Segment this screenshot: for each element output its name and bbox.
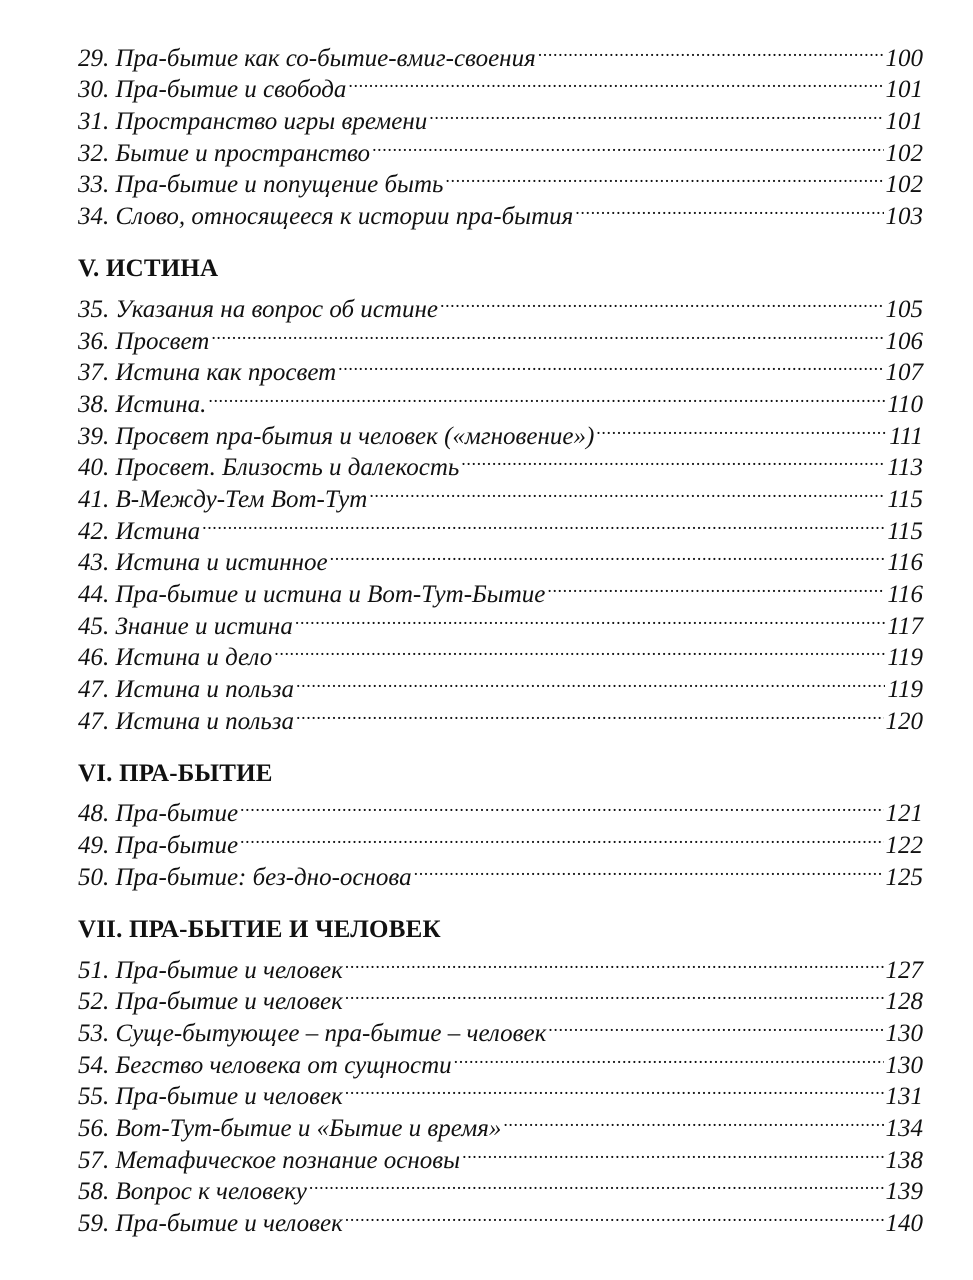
dot-leader [369,475,885,507]
toc-entry-title: 44. Пра-бытие и истина и Вот-Тут-Бытие [78,581,546,608]
toc-entry-page-number: 128 [885,988,923,1016]
toc-entry-title: 34. Слово, относящееся к истории пра-бытия [78,203,574,231]
section-heading: VI. ПРА-БЫТИЕ [78,759,273,787]
dot-leader [372,129,883,161]
dot-leader [445,161,883,193]
toc-entry-title: 49. Пра-бытие [78,832,239,860]
toc-entry-title: 32. Бытие и пространство [78,139,371,167]
toc-entry-page-number: 100 [885,44,923,72]
dot-leader [295,602,886,634]
toc-entry-title: 53. Суще-бытующее – пра-бытие – человек [78,1019,547,1047]
toc-entry-title: 59. Пра-бытие и человек [78,1210,343,1237]
section-heading: V. ИСТИНА [78,255,219,283]
toc-entry-page-number: 130 [885,1019,923,1047]
toc-entry-page-number: 130 [885,1051,923,1079]
toc-entry-page-number: 116 [887,549,923,577]
toc-entry-title: 40. Просвет. Близость и далекость [78,454,460,482]
toc-entry-page-number: 138 [885,1146,923,1174]
toc-entry[interactable] [78,34,923,72]
toc-entry-page-number: 117 [887,612,923,640]
toc-entry-title: 36. Просвет [78,327,210,355]
toc-section [78,914,923,1237]
toc-entry-page-number: 115 [887,517,923,545]
toc-entry-page-number: 140 [885,1210,923,1237]
dot-leader [240,821,883,853]
toc-entry-title: 56. Вот-Тут-бытие и «Бытие и время» [78,1114,502,1142]
toc-entry-page-number: 110 [887,390,923,418]
toc-entry-page-number: 131 [885,1083,923,1111]
dot-leader [296,697,883,729]
toc-entry-title: 38. Истина. [78,390,207,418]
toc-section [78,758,923,891]
toc-entry-page-number: 134 [885,1114,923,1142]
toc-entry-title: 54. Бегство человека от сущности [78,1051,452,1079]
table-of-contents [78,34,923,1237]
toc-entry-page-number: 127 [885,956,923,984]
toc-entry-title: 48. Пра-бытие [78,800,239,828]
toc-entry-page-number: 125 [885,863,923,891]
toc-entry-title: 43. Истина и истинное [78,549,328,577]
dot-leader [330,539,886,571]
dot-leader [345,978,884,1010]
dot-leader [414,853,884,885]
dot-leader [296,665,885,697]
toc-entry-page-number: 115 [887,485,923,513]
toc-entry[interactable] [78,539,923,577]
dot-leader [211,317,883,349]
toc-entry[interactable] [78,507,923,545]
toc-entry-title: 37. Истина как просвет [78,359,337,387]
toc-entry-page-number: 121 [885,800,923,828]
toc-entry-page-number: 113 [887,454,923,482]
toc-entry-page-number: 106 [885,327,923,355]
toc-entry-page-number: 102 [885,139,923,167]
toc-entry-title: 51. Пра-бытие и человек [78,956,343,984]
toc-entry-page-number: 105 [885,295,923,323]
toc-entry-page-number: 122 [885,832,923,860]
toc-entry-page-number: 107 [885,359,923,387]
dot-leader [208,380,885,412]
toc-entry-title: 47. Истина и польза [78,676,295,704]
dot-leader [345,1199,884,1231]
toc-entry-title: 31. Пространство игры времени [78,108,428,136]
dot-leader [202,507,885,539]
toc-entry-title: 29. Пра-бытие как со-бытие-вмиг-своения [78,44,536,72]
toc-entry-title: 55. Пра-бытие и человек [78,1083,343,1111]
dot-leader [240,790,883,822]
toc-entry-title: 35. Указания на вопрос об истине [78,295,438,323]
toc-entry-page-number: 102 [885,171,923,199]
dot-leader [429,97,883,129]
section-heading: VII. ПРА-БЫТИЕ И ЧЕЛОВЕК [78,915,441,943]
toc-entry-title: 42. Истина [78,517,201,545]
dot-leader [309,1168,884,1200]
toc-section [78,34,923,231]
dot-leader [345,946,884,978]
toc-entry-page-number: 119 [887,644,923,672]
dot-leader [345,1073,884,1105]
toc-entry-page-number: 119 [887,676,923,704]
toc-entry-page-number: 111 [889,422,923,450]
toc-entry-title: 33. Пра-бытие и попущение быть [78,171,444,199]
dot-leader [547,570,885,602]
dot-leader [348,66,883,98]
dot-leader [538,34,884,66]
toc-entry-title: 45. Знание и истина [78,612,293,640]
toc-entry-page-number: 116 [887,581,923,608]
toc-entry[interactable] [78,946,923,984]
dot-leader [454,1041,884,1073]
dot-leader [462,1136,883,1168]
toc-entry-title: 57. Метафическое познание основы [78,1146,461,1174]
toc-entry[interactable] [78,790,923,828]
toc-entry-title: 30. Пра-бытие и свобода [78,76,347,104]
dot-leader [338,349,883,381]
toc-entry-title: 39. Просвет пра-бытия и человек («мгновение») [78,422,595,450]
toc-entry-page-number: 103 [885,203,923,231]
dot-leader [548,1009,883,1041]
dot-leader [274,634,885,666]
toc-entry-page-number: 120 [885,707,923,735]
toc-entry-page-number: 101 [885,76,923,104]
toc-entry-page-number: 101 [885,108,923,136]
toc-entry-title: 46. Истина и дело [78,644,273,672]
toc-section [78,253,923,735]
toc-entry-title: 41. В-Между-Тем Вот-Тут [78,485,368,513]
dot-leader [575,192,883,224]
dot-leader [440,285,884,317]
toc-entry-title: 50. Пра-бытие: без-дно-основа [78,863,412,891]
toc-entry-title: 47. Истина и польза [78,707,295,735]
toc-entry-page-number: 139 [885,1178,923,1206]
toc-entry-title: 58. Вопрос к человеку [78,1178,307,1206]
dot-leader [461,444,885,476]
dot-leader [596,412,887,444]
toc-entry-title: 52. Пра-бытие и человек [78,988,343,1016]
toc-entry[interactable] [78,285,923,323]
dot-leader [503,1104,883,1136]
